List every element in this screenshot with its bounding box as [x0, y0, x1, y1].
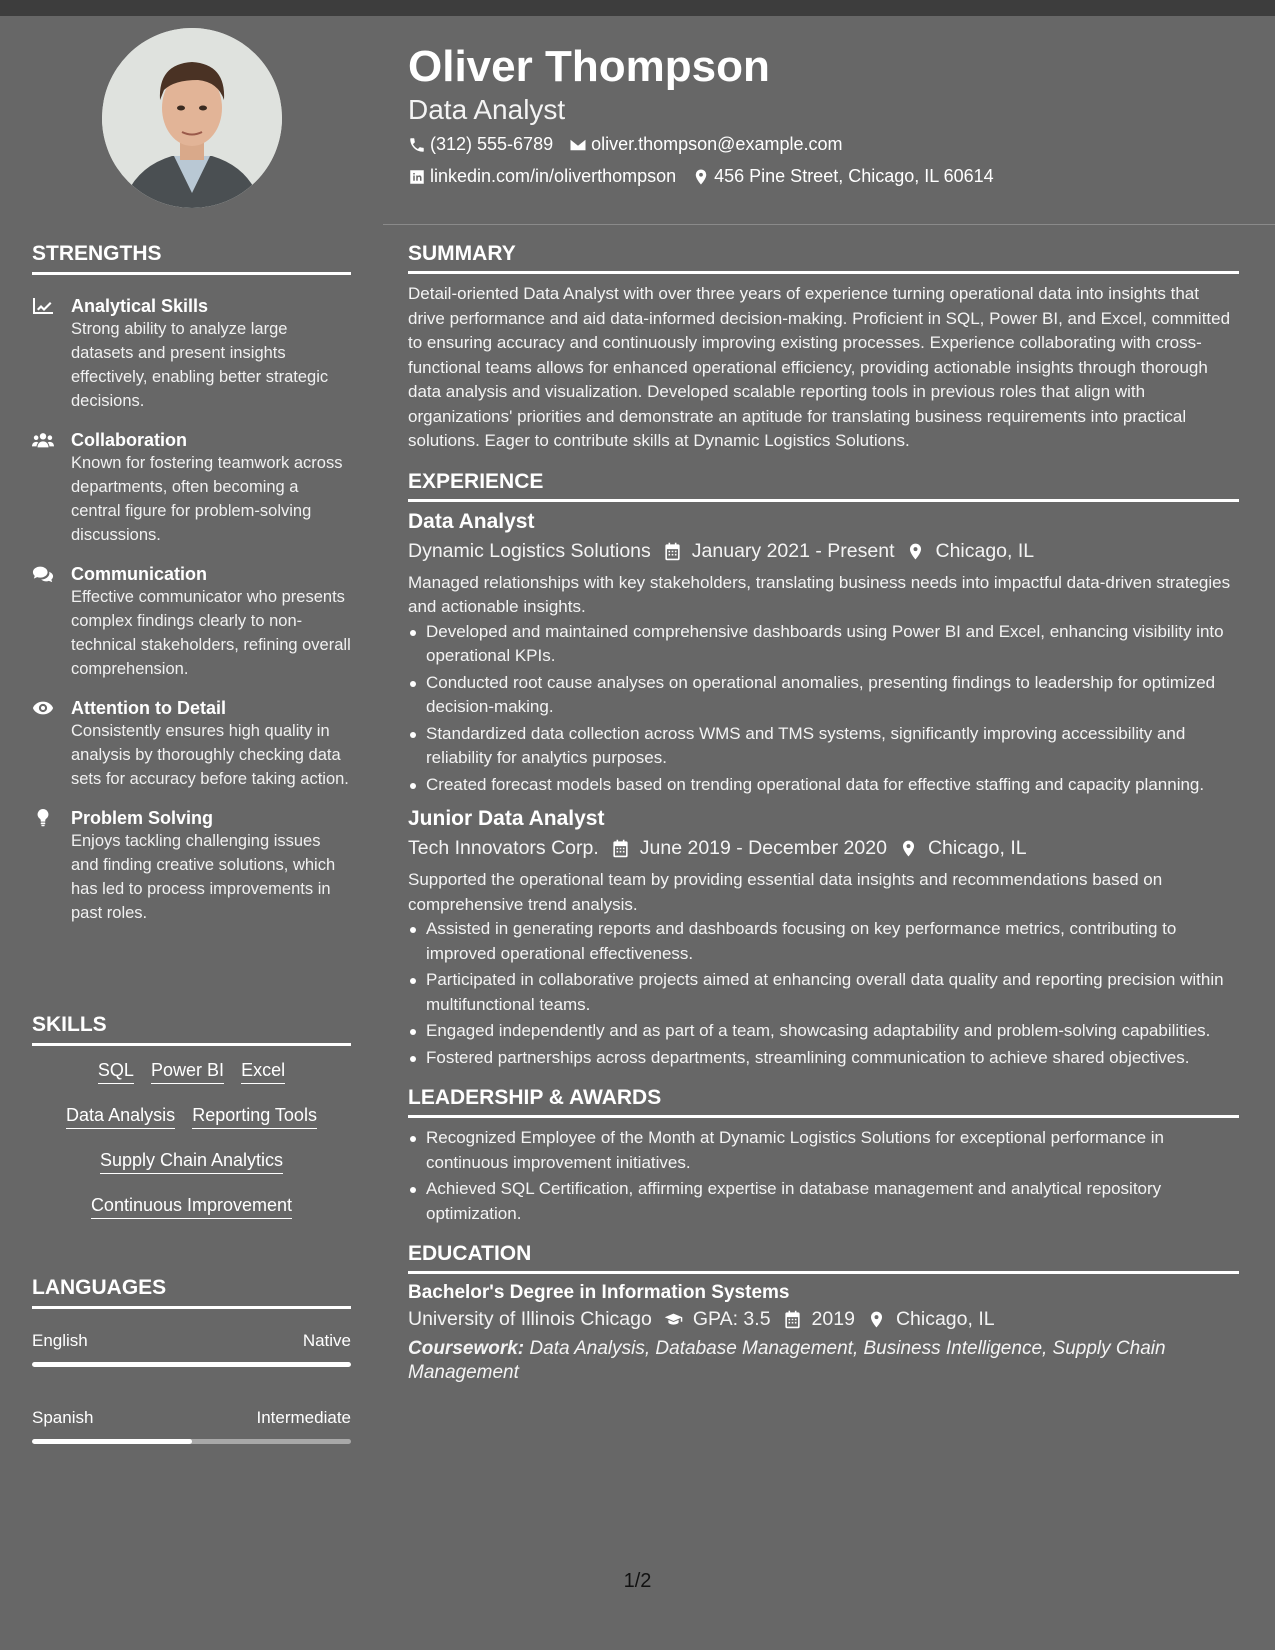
- language-item: [32, 1407, 351, 1444]
- strength-title: Analytical Skills: [71, 296, 209, 316]
- bullet-item: Created forecast models based on trending operational data for effective staffing and capacity planning.: [408, 773, 1239, 798]
- awards-list: [408, 1126, 1239, 1226]
- skill-tag: Supply Chain Analytics: [100, 1150, 283, 1174]
- skills-row: [32, 1195, 351, 1223]
- languages-list: [32, 1330, 351, 1468]
- job-company: Tech Innovators Corp.: [408, 837, 599, 859]
- page-number: 1/2: [623, 1570, 652, 1592]
- header-divider: [383, 224, 1275, 225]
- experience-heading: EXPERIENCE: [408, 470, 1239, 502]
- graduation-year: 2019: [811, 1308, 855, 1330]
- skills-row: [32, 1150, 351, 1178]
- language-bar-fill: [32, 1439, 192, 1444]
- lightbulb-icon: [32, 809, 54, 827]
- school-location: Chicago, IL: [895, 1308, 995, 1330]
- language-item: [32, 1330, 351, 1367]
- calendar-icon: [663, 542, 682, 561]
- top-bar: [0, 0, 1275, 16]
- bullet-item: Engaged independently and as part of a team, showcasing adaptability and problem-solving capabilities.: [408, 1019, 1239, 1044]
- strengths-heading: STRENGTHS: [32, 242, 351, 275]
- job-entry: [408, 510, 1239, 798]
- strengths-list: [32, 295, 351, 941]
- strength-title: Problem Solving: [71, 808, 214, 828]
- job-title: Data Analyst: [408, 509, 535, 533]
- bullet-item: Developed and maintained comprehensive dashboards using Power BI and Excel, enhancing visibility into operational KPIs.: [408, 620, 1239, 669]
- phone-text: (312) 555-6789: [430, 134, 554, 154]
- education-meta: [408, 1308, 1239, 1331]
- phone-icon: [408, 136, 426, 154]
- eye-icon: [32, 699, 54, 717]
- map-marker-icon: [867, 1310, 886, 1329]
- map-marker-icon: [906, 542, 925, 561]
- bullet-item: Fostered partnerships across departments, streamlining communication to achieve shared objectives.: [408, 1046, 1239, 1071]
- strength-desc: Effective communicator who presents complex findings clearly to non-technical stakeholders, refining overall comprehension.: [71, 588, 351, 678]
- skill-tag: SQL: [98, 1060, 134, 1084]
- summary-heading: SUMMARY: [408, 242, 1239, 274]
- phone-item[interactable]: [408, 134, 553, 155]
- email-text: oliver.thompson@example.com: [591, 134, 843, 154]
- map-marker-icon: [692, 168, 710, 186]
- languages-heading: LANGUAGES: [32, 1276, 351, 1309]
- bullet-item: Standardized data collection across WMS and TMS systems, significantly improving accessibility and reliability for analytics purposes.: [408, 722, 1239, 771]
- job-company: Dynamic Logistics Solutions: [408, 539, 651, 562]
- job-meta: [408, 540, 1239, 563]
- comments-icon: [32, 565, 54, 583]
- main-column: [408, 242, 1239, 1385]
- job-location: Chicago, IL: [927, 837, 1027, 859]
- language-level: Native: [302, 1331, 351, 1350]
- map-marker-icon: [899, 839, 918, 858]
- job-description: Supported the operational team by providing essential data insights and recommendations based on comprehensive trend analysis.: [408, 870, 1163, 914]
- awards-heading: LEADERSHIP & AWARDS: [408, 1086, 1239, 1118]
- strength-desc: Known for fostering teamwork across departments, often becoming a central figure for problem-solving discussions.: [71, 454, 343, 544]
- coursework-text: Data Analysis, Database Management, Business Intelligence, Supply Chain Management: [408, 1338, 1166, 1383]
- address-item: [692, 166, 994, 187]
- school-name: University of Illinois Chicago: [408, 1308, 652, 1330]
- job-bullets: [408, 620, 1239, 798]
- contact-row-2: [408, 166, 1010, 187]
- bullet-item: Participated in collaborative projects aimed at enhancing overall data quality and reporting precision within multifunctional teams.: [408, 968, 1239, 1017]
- chart-line-icon: [32, 297, 54, 315]
- strength-desc: Enjoys tackling challenging issues and finding creative solutions, which has led to process improvements in past roles.: [71, 832, 336, 922]
- email-item[interactable]: [569, 134, 842, 155]
- candidate-role: Data Analyst: [408, 94, 566, 125]
- language-name: Spanish: [32, 1408, 94, 1427]
- job-location: Chicago, IL: [935, 539, 1035, 562]
- users-icon: [32, 431, 54, 449]
- linkedin-icon: [408, 168, 426, 186]
- strength-title: Communication: [71, 564, 208, 584]
- skill-tag: Power BI: [151, 1060, 224, 1084]
- bullet-item: Assisted in generating reports and dashboards focusing on key performance metrics, contributing to improved operational effectiveness.: [408, 917, 1239, 966]
- job-dates: January 2021 - Present: [691, 539, 895, 562]
- language-bar-fill: [32, 1362, 351, 1367]
- candidate-name: Oliver Thompson: [408, 42, 770, 91]
- skills-row: [32, 1060, 351, 1088]
- degree-title: Bachelor's Degree in Information Systems: [408, 1282, 790, 1303]
- linkedin-text: linkedin.com/in/oliverthompson: [430, 166, 677, 186]
- education-heading: EDUCATION: [408, 1242, 1239, 1274]
- skill-tag: Continuous Improvement: [91, 1195, 292, 1219]
- language-bar: [32, 1362, 351, 1367]
- envelope-icon: [569, 136, 587, 154]
- coursework: [408, 1337, 1239, 1385]
- language-bar: [32, 1439, 351, 1444]
- profile-photo: [102, 28, 282, 208]
- strength-desc: Consistently ensures high quality in analysis by thoroughly checking data sets for accuracy before taking action.: [71, 722, 349, 788]
- calendar-icon: [611, 839, 630, 858]
- job-dates: June 2019 - December 2020: [639, 837, 887, 859]
- job-meta: [408, 837, 1239, 860]
- coursework-label: Coursework:: [408, 1338, 525, 1359]
- strength-desc: Strong ability to analyze large datasets and present insights effectively, enabling better strategic decisions.: [71, 320, 329, 410]
- address-text: 456 Pine Street, Chicago, IL 60614: [714, 166, 994, 186]
- job-bullets: [408, 917, 1239, 1070]
- strength-item: [32, 697, 351, 791]
- award-item: Achieved SQL Certification, affirming expertise in database management and analytical repository optimization.: [408, 1177, 1239, 1226]
- strength-item: [32, 295, 351, 413]
- language-name: English: [32, 1331, 88, 1350]
- skill-tag: Reporting Tools: [192, 1105, 317, 1129]
- bullet-item: Conducted root cause analyses on operational anomalies, presenting findings to leadership for optimized decision-making.: [408, 671, 1239, 720]
- language-level: Intermediate: [256, 1408, 351, 1427]
- skill-tag: Data Analysis: [66, 1105, 175, 1129]
- job-description: Managed relationships with key stakeholders, translating business needs into impactful data-driven strategies and actionable insights.: [408, 572, 1231, 616]
- strength-item: [32, 563, 351, 681]
- graduation-cap-icon: [664, 1310, 683, 1329]
- skills-list: [32, 1060, 351, 1240]
- strength-item: [32, 429, 351, 547]
- strength-item: [32, 807, 351, 925]
- calendar-icon: [783, 1310, 802, 1329]
- skills-heading: SKILLS: [32, 1013, 351, 1046]
- summary-text: Detail-oriented Data Analyst with over three years of experience turning operational data into insights that drive performance and aid data-informed decision-making. Proficient in SQL, Power BI, and Excel, committed to ensuring accuracy and continuously improving existing processes. Experience collaborating with cross-functional teams allows for enhanced operational efficiency, providing actionable insights through thorough data analysis and visualization. Developed scalable reporting tools in previous roles that align with organizations' priorities and demonstrate an aptitude for translating business requirements into practical solutions. Eager to contribute skills at Dynamic Logistics Solutions.: [408, 284, 1231, 450]
- contact-row-1: [408, 134, 858, 155]
- award-item: Recognized Employee of the Month at Dynamic Logistics Solutions for exceptional performance in continuous improvement initiatives.: [408, 1126, 1239, 1175]
- job-entry: [408, 807, 1239, 1070]
- skill-tag: Excel: [241, 1060, 285, 1084]
- strength-title: Attention to Detail: [71, 698, 226, 718]
- job-title: Junior Data Analyst: [408, 807, 605, 830]
- gpa-text: GPA: 3.5: [692, 1308, 771, 1330]
- linkedin-item[interactable]: [408, 166, 676, 187]
- strength-title: Collaboration: [71, 430, 187, 450]
- skills-row: [32, 1105, 351, 1133]
